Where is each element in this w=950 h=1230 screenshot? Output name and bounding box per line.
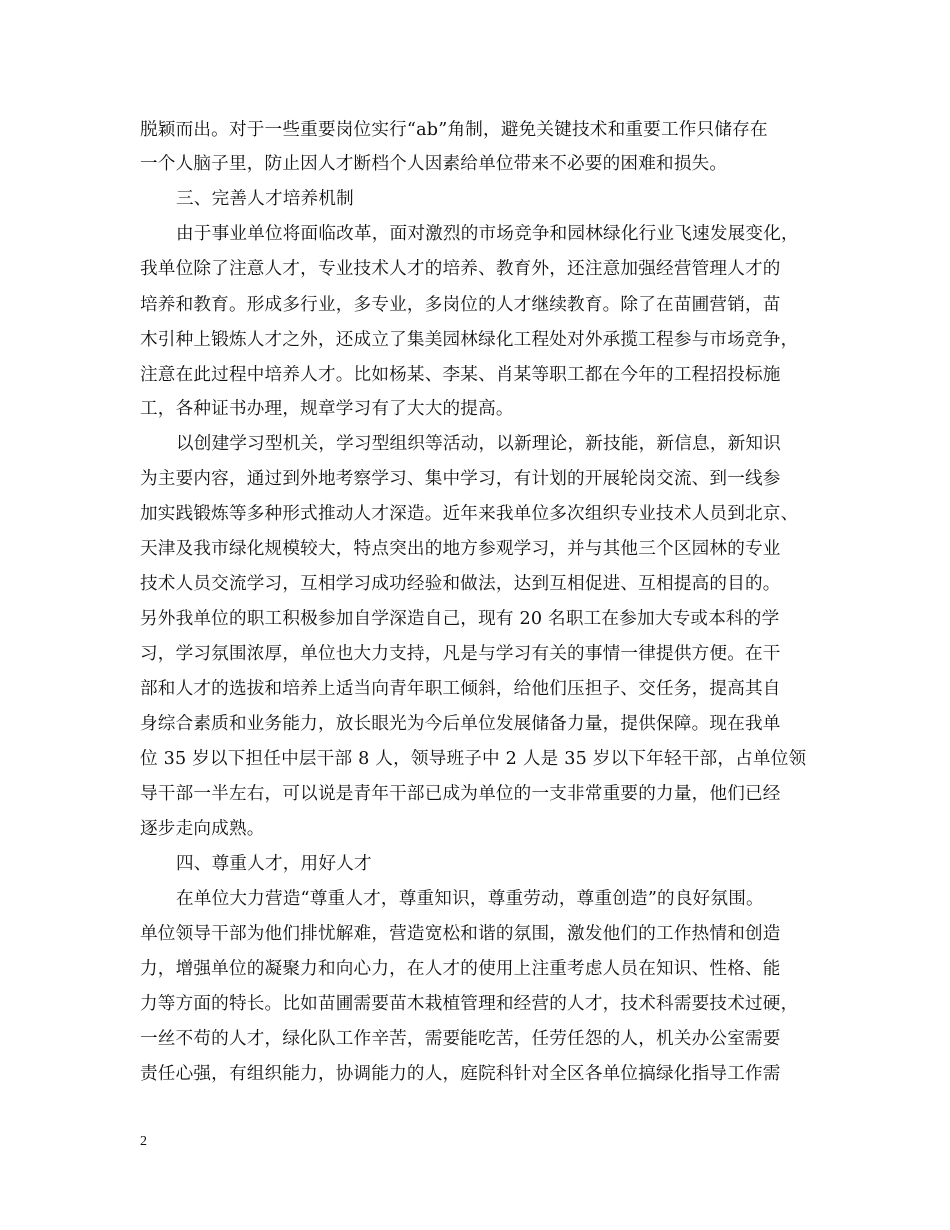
text-line: 另外我单位的职工积极参加自学深造自己，现有 20 名职工在参加大专或本科的学 [140, 609, 780, 629]
text-line: 单位领导干部为他们排忧解难，营造宽松和谐的氛围，激发他们的工作热情和创造 [140, 924, 781, 944]
text-line: 注意在此过程中培养人才。比如杨某、李某、肖某等职工都在今年的工程招投标施 [140, 365, 781, 385]
section-heading: 三、完善人才培养机制 [176, 189, 354, 209]
text-line: 培养和教育。形成多行业，多专业，多岗位的人才继续教育。除了在苗圃营销，苗 [140, 295, 781, 315]
section-heading: 四、尊重人才，用好人才 [176, 854, 372, 874]
text-line: 我单位除了注意人才，专业技术人才的培养、教育外，还注意加强经营管理人才的 [140, 259, 781, 279]
text-line: 技术人员交流学习，互相学习成功经验和做法，达到互相促进、互相提高的目的。 [140, 574, 781, 594]
page-number: 2 [140, 1134, 147, 1149]
text-line: 力，增强单位的凝聚力和向心力，在人才的使用上注重考虑人员在知识、性格、能 [140, 959, 781, 979]
text-line: 身综合素质和业务能力，放长眼光为今后单位发展储备力量，提供保障。现在我单 [140, 714, 781, 734]
text-line: 力等方面的特长。比如苗圃需要苗木栽植管理和经营的人才，技术科需要技术过硬， [140, 994, 799, 1014]
text-line: 逐步走向成熟。 [140, 819, 265, 839]
text-line: 木引种上锻炼人才之外，还成立了集美园林绿化工程处对外承揽工程参与市场竞争， [140, 330, 799, 350]
text-line: 为主要内容，通过到外地考察学习、集中学习，有计划的开展轮岗交流、到一线参 [140, 469, 781, 489]
text-line: 加实践锻炼等多种形式推动人才深造。近年来我单位多次组织专业技术人员到北京、 [140, 504, 799, 524]
text-line: 工，各种证书办理，规章学习有了大大的提高。 [140, 399, 514, 419]
text-line: 以创建学习型机关，学习型组织等活动，以新理论，新技能，新信息，新知识 [176, 434, 781, 454]
text-line: 责任心强，有组织能力，协调能力的人，庭院科针对全区各单位搞绿化指导工作需 [140, 1064, 781, 1084]
text-line: 位 35 岁以下担任中层干部 8 人，领导班子中 2 人是 35 岁以下年轻干部，占单位领 [140, 749, 807, 769]
text-line: 部和人才的选拔和培养上适当向青年职工倾斜，给他们压担子、交任务，提高其自 [140, 679, 781, 699]
text-line: 脱颖而出。对于一些重要岗位实行“ab”角制，避免关键技术和重要工作只储存在 [140, 120, 768, 140]
text-line: 由于事业单位将面临改革，面对激烈的市场竞争和园林绿化行业飞速发展变化， [176, 224, 799, 244]
text-line: 一个人脑子里，防止因人才断档个人因素给单位带来不必要的困难和损失。 [140, 154, 728, 174]
text-line: 一丝不苟的人才，绿化队工作辛苦，需要能吃苦，任劳任怨的人，机关办公室需要 [140, 1029, 781, 1049]
text-line: 导干部一半左右，可以说是青年干部已成为单位的一支非常重要的力量，他们已经 [140, 784, 781, 804]
text-line: 天津及我市绿化规模较大，特点突出的地方参观学习，并与其他三个区园林的专业 [140, 539, 781, 559]
text-line: 习，学习氛围浓厚，单位也大力支持，凡是与学习有关的事情一律提供方便。在干 [140, 644, 781, 664]
text-line: 在单位大力营造“尊重人才，尊重知识，尊重劳动，尊重创造”的良好氛围。 [176, 889, 764, 909]
